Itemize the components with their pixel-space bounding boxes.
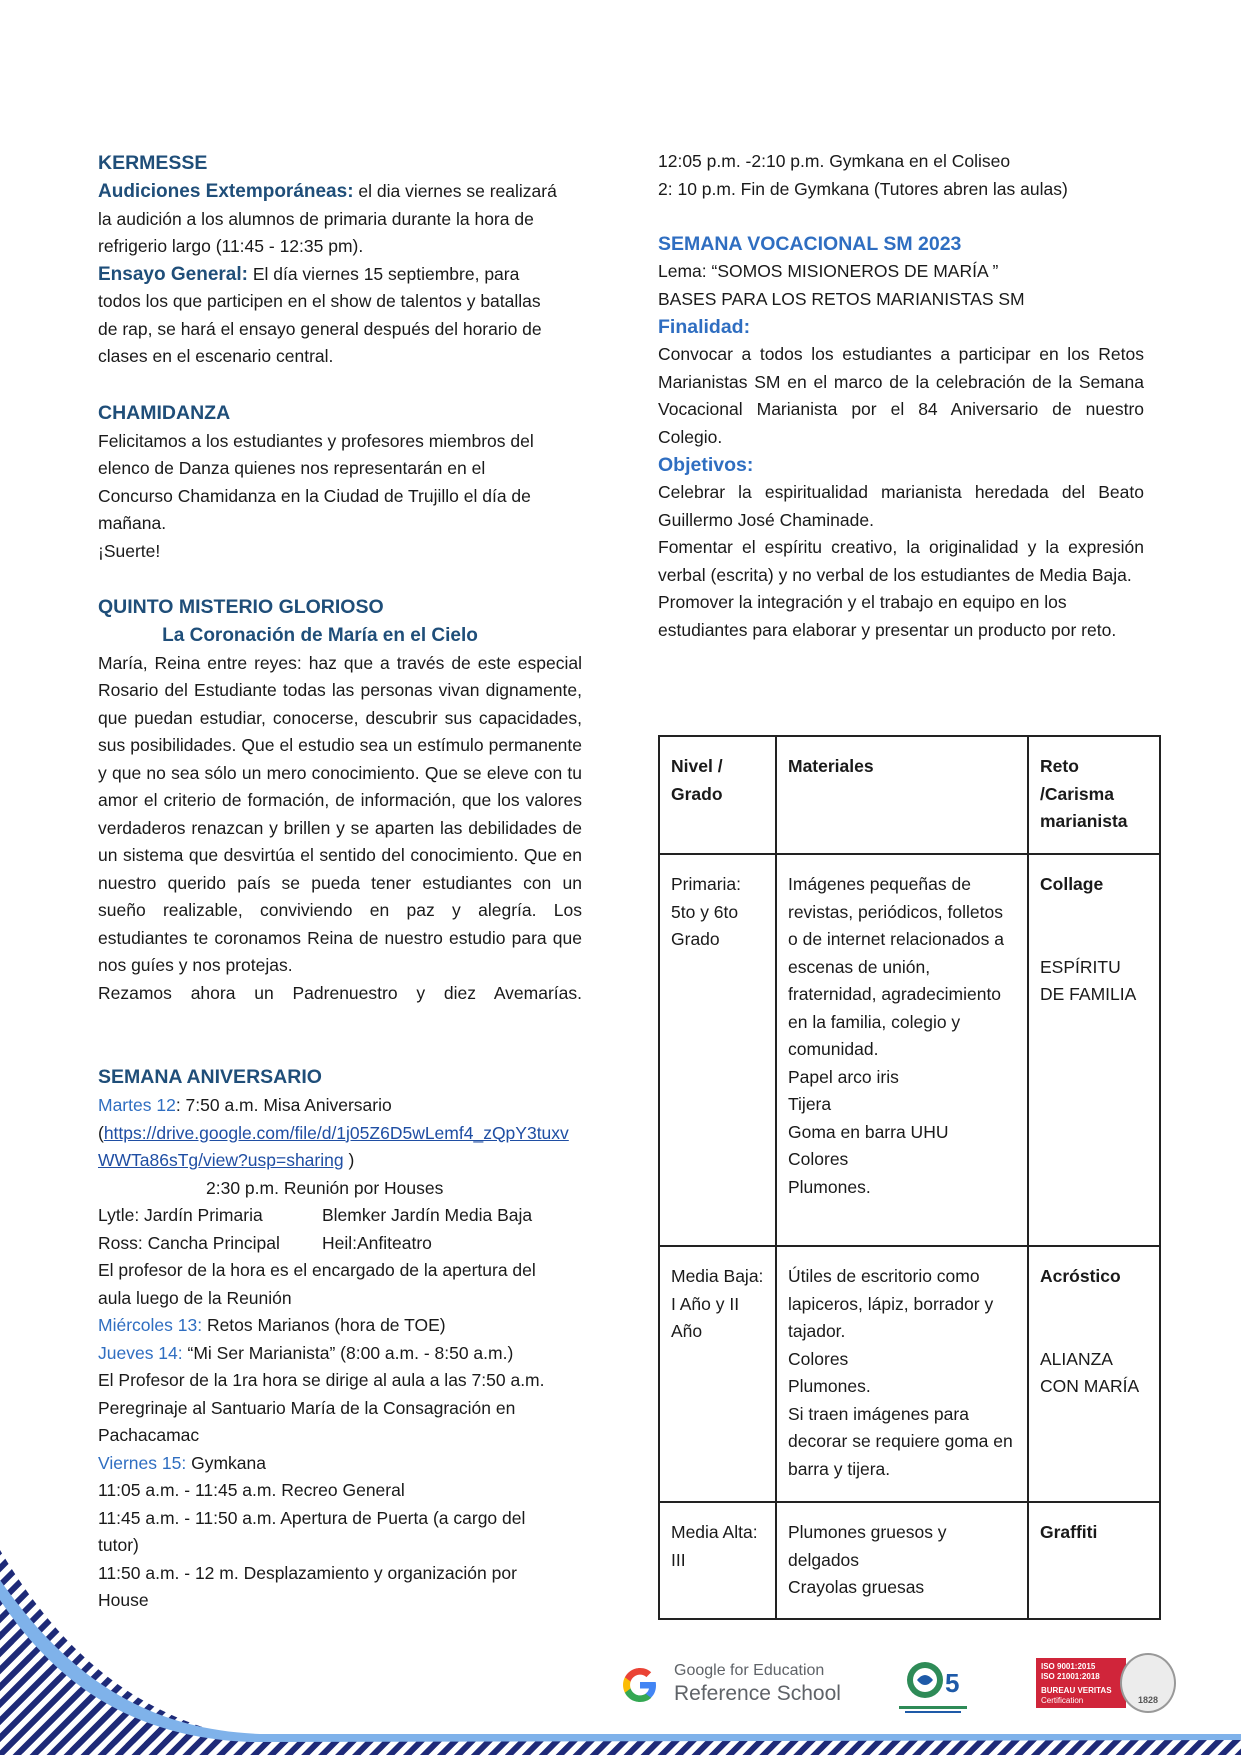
paren-open: ( — [98, 1122, 104, 1143]
cell-reto — [1028, 854, 1160, 1246]
material-item: Si traen imágenes para decorar se requiere goma en barra y tijera. — [788, 1403, 1013, 1479]
viernes-item: 11:50 a.m. - 12 m. Desplazamiento y organización por — [98, 1562, 517, 1583]
cell-nivel: Media Alta: III — [659, 1502, 776, 1619]
header-nivel: Nivel / Grado — [659, 736, 776, 854]
cell-nivel: Media Baja: I Año y II Año — [659, 1246, 776, 1502]
kermesse-title: KERMESSE — [98, 152, 208, 174]
jueves-line-3: Peregrinaje al Santuario María de la Consagración en — [98, 1397, 516, 1418]
cell-materiales — [776, 1246, 1028, 1502]
pacto-educativo-logo — [895, 1650, 975, 1716]
reto-name: Graffiti — [1040, 1522, 1098, 1542]
chamidanza-line: ¡Suerte! — [98, 540, 161, 561]
paren-close: ) — [343, 1150, 355, 1170]
badge-iso-2: ISO 21001:2018 — [1041, 1672, 1100, 1681]
viernes-label: Viernes 15: — [98, 1452, 187, 1473]
chamidanza-line: Felicitamos a los estudiantes y profesores miembros del — [98, 430, 534, 451]
houses-row-2 — [98, 1230, 582, 1258]
gymkana-line: 12:05 p.m. -2:10 p.m. Gymkana en el Coliseo — [658, 151, 1011, 171]
cell-reto — [1028, 1502, 1160, 1619]
material-item: Papel arco iris — [788, 1066, 899, 1087]
header-reto: Reto /Carisma marianista — [1028, 736, 1160, 854]
cell-materiales — [776, 1502, 1028, 1619]
table-header-row — [659, 736, 1160, 854]
reto-name: Acróstico — [1040, 1266, 1121, 1286]
cell-materiales — [776, 854, 1028, 1246]
table-row — [659, 1502, 1160, 1619]
ensayo-label: Ensayo General: — [98, 263, 248, 285]
material-item: Goma en barra UHU — [788, 1121, 949, 1142]
house-ross: Ross: Cancha Principal — [98, 1232, 280, 1253]
viernes-line — [98, 1450, 582, 1478]
jueves-label: Jueves 14: — [98, 1342, 183, 1363]
material-item: Colores — [788, 1149, 849, 1169]
house-lytle: Lytle: Jardín Primaria — [98, 1205, 263, 1225]
miercoles-text: Retos Marianos (hora de TOE) — [202, 1315, 446, 1335]
viernes-item: 11:45 a.m. - 11:50 a.m. Apertura de Puerta (a cargo del — [98, 1507, 526, 1528]
vocacional-title: SEMANA VOCACIONAL SM 2023 — [658, 233, 962, 255]
ensayo-text-4: clases en el escenario central. — [98, 346, 334, 366]
reunion-line: 2:30 p.m. Reunión por Houses — [206, 1177, 444, 1198]
audiciones-label: Audiciones Extemporáneas: — [98, 181, 354, 202]
miercoles-label: Miércoles 13: — [98, 1315, 203, 1335]
left-column — [98, 148, 582, 1615]
profesor-line-2: aula luego de la Reunión — [98, 1287, 292, 1308]
misa-link-line — [98, 1120, 582, 1175]
misterio-subtitle: La Coronación de María en el Cielo — [162, 625, 478, 646]
viernes-item: tutor) — [98, 1535, 139, 1555]
badge-bv: BUREAU VERITAS — [1041, 1686, 1112, 1695]
badge-iso-1: ISO 9001:2015 — [1041, 1662, 1096, 1671]
misa-link[interactable]: https://drive.google.com/file/d/1j05Z6D5wLemf4_zQpY3tuxvWWTa86sTg/view?usp=sharing — [98, 1122, 569, 1170]
objetivo-2: Fomentar el espíritu creativo, la originalidad y la expresión verbal (escrita) y no verbal de los estudiantes de Media Baja. — [658, 537, 1144, 585]
chamidanza-line: mañana. — [98, 513, 167, 533]
carisma-name: ALIANZA CON MARÍA — [1040, 1348, 1140, 1396]
carisma-name: ESPÍRITU DE FAMILIA — [1040, 956, 1137, 1004]
footer-logos — [620, 1655, 1200, 1725]
badge-year: 1828 — [1137, 1695, 1159, 1705]
chamidanza-paragraph — [98, 428, 582, 566]
google-line-2: Reference School — [674, 1682, 841, 1705]
chamidanza-line: elenco de Danza quienes nos representarán en el — [98, 458, 486, 478]
objetivo-1: Celebrar la espiritualidad marianista heredada del Beato Guillermo José Chaminade. — [658, 482, 1144, 530]
material-item: Tijera — [788, 1094, 832, 1114]
houses-row-1 — [98, 1202, 582, 1230]
google-g-icon — [620, 1665, 660, 1705]
google-education-text — [674, 1661, 841, 1707]
audiciones-paragraph — [98, 178, 582, 261]
misterio-closing: Rezamos ahora un Padrenuestro y diez Avemarías. — [98, 982, 582, 1003]
material-item: Colores — [788, 1348, 849, 1369]
jueves-line-4: Pachacamac — [98, 1425, 200, 1445]
bases-line: BASES PARA LOS RETOS MARIANISTAS SM — [658, 288, 1025, 309]
material-item: Plumones gruesos y delgados — [788, 1522, 947, 1570]
profesor-line: El profesor de la hora es el encargado de la apertura del — [98, 1260, 536, 1280]
badge-cert: Certification — [1041, 1696, 1084, 1705]
audiciones-text-2: la audición a los alumnos de primaria durante la hora de — [98, 208, 534, 229]
jueves-text: “Mi Ser Marianista” (8:00 a.m. - 8:50 a.m.) — [182, 1342, 514, 1363]
house-blemker: Blemker Jardín Media Baja — [322, 1205, 533, 1225]
aniversario-title: SEMANA ANIVERSARIO — [98, 1066, 322, 1088]
finalidad-text: Convocar a todos los estudiantes a participar en los Retos Marianistas SM en el marco de la celebración de la Semana Vocacional Marianista por el 84 Aniversario de nuestro Colegio. — [658, 344, 1144, 447]
objetivos-title: Objetivos: — [658, 454, 754, 476]
svg-text:5: 5 — [945, 1668, 960, 1698]
gymkana-line-2: 2: 10 p.m. Fin de Gymkana (Tutores abren las aulas) — [658, 178, 1068, 199]
material-item: Útiles de escritorio como lapiceros, lápiz, borrador y tajador. — [788, 1266, 994, 1341]
google-line-1: Google for Education — [674, 1662, 825, 1679]
miercoles-line — [98, 1312, 582, 1340]
ensayo-text-3: de rap, se hará el ensayo general después del horario de — [98, 318, 542, 339]
finalidad-title: Finalidad: — [658, 316, 751, 338]
chamidanza-line: Concurso Chamidanza en la Ciudad de Trujillo el día de — [98, 485, 531, 506]
ensayo-text-2: todos los que participen en el show de talentos y batallas — [98, 291, 541, 311]
martes-label: Martes 12 — [98, 1095, 176, 1115]
material-item: Imágenes pequeñas de revistas, periódicos, folletos o de internet relacionados a escenas de unión, fraternidad, agradecimiento en la familia, colegio y comunidad. — [788, 874, 1004, 1059]
table-row — [659, 1246, 1160, 1502]
bureau-veritas-badge — [1036, 1658, 1126, 1708]
reto-name: Collage — [1040, 874, 1104, 894]
audiciones-text: el dia viernes se realizará — [353, 181, 557, 201]
right-column — [658, 148, 1144, 644]
ensayo-text: El día viernes 15 septiembre, para — [247, 263, 520, 284]
chamidanza-title: CHAMIDANZA — [98, 401, 231, 424]
house-heil: Heil:Anfiteatro — [322, 1232, 432, 1253]
misterio-title: QUINTO MISTERIO GLORIOSO — [98, 596, 384, 618]
cell-nivel: Primaria: 5to y 6to Grado — [659, 854, 776, 1246]
misterio-body: María, Reina entre reyes: haz que a través de este especial Rosario del Estudiante todas las personas vivan dignamente, que puedan estudiar, conocerse, descubrir sus capacidades, sus posibilidades. Que el estudio sea un estímulo permanente y que no sea sólo un mero conocimiento. Que se eleve con tu amor el criterio de formación, de información, que los valores verdaderos renazcan y brillen y se aparten las debilidades de un sistema que desvirtúa el sentido del conocimiento. Que en nuestro querido país se pueda tener estudiantes con un sueño realizable, conviviendo en paz y alegría. Los estudiantes te coronamos Reina de nuestro estudio para que nos guíes y nos protejas. — [98, 652, 582, 975]
bureau-veritas-seal — [1120, 1653, 1176, 1713]
material-item: Plumones. — [788, 1176, 871, 1197]
martes-line — [98, 1092, 582, 1120]
objetivo-3: Promover la integración y el trabajo en equipo en los estudiantes para elaborar y presentar un producto por reto. — [658, 592, 1117, 640]
cell-reto — [1028, 1246, 1160, 1502]
viernes-text: Gymkana — [186, 1452, 266, 1473]
martes-text: : 7:50 a.m. Misa Aniversario — [175, 1095, 392, 1115]
table-row — [659, 854, 1160, 1246]
audiciones-text-3: refrigerio largo (11:45 - 12:35 pm). — [98, 236, 364, 256]
lema-line: Lema: “SOMOS MISIONEROS DE MARÍA ” — [658, 261, 999, 281]
ensayo-paragraph — [98, 261, 582, 371]
jueves-line — [98, 1340, 582, 1368]
material-item: Plumones. — [788, 1376, 871, 1396]
retos-table — [658, 735, 1161, 1620]
jueves-line-2: El Profesor de la 1ra hora se dirige al aula a las 7:50 a.m. — [98, 1370, 545, 1390]
header-materiales: Materiales — [776, 736, 1028, 854]
viernes-item: 11:05 a.m. - 11:45 a.m. Recreo General — [98, 1480, 405, 1500]
viernes-item: House — [98, 1590, 149, 1610]
material-item: Crayolas gruesas — [788, 1577, 925, 1597]
